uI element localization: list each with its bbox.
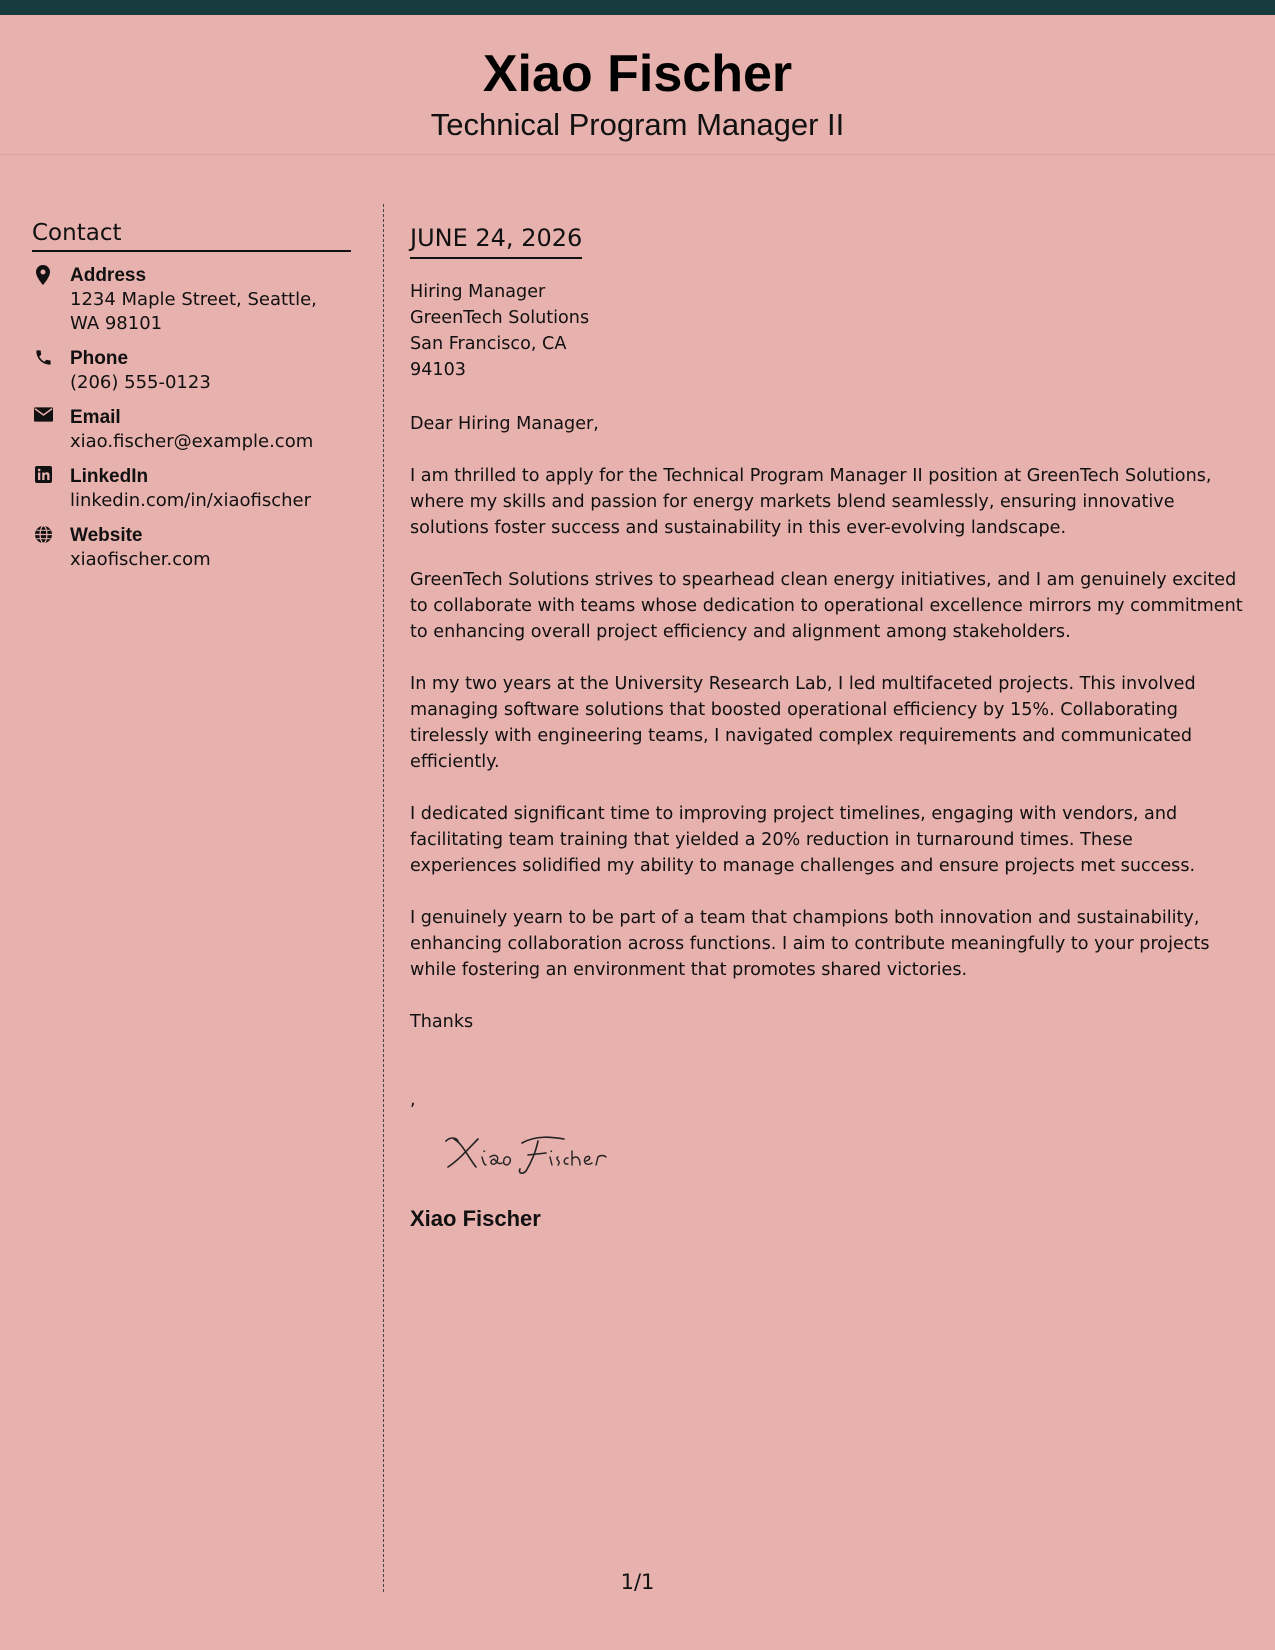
map-pin-icon <box>32 264 54 285</box>
contact-value: 1234 Maple Street, Seattle, WA 98101 <box>70 289 317 334</box>
contact-value: (206) 555-0123 <box>70 372 211 393</box>
recipient-line: San Francisco, CA <box>410 334 567 354</box>
letter-paragraph: I am thrilled to apply for the Technical Program Manager II position at GreenTech Solutions, where my skills and passion for energy markets blend seamlessly, ensuring innovative solutions foster success and sustainability in this ever-evolving landscape. <box>410 466 1212 538</box>
top-accent-bar <box>0 0 1275 15</box>
recipient-line: 94103 <box>410 360 466 380</box>
letter-paragraph: I dedicated significant time to improving project timelines, engaging with vendors, and facilitating team training that yielded a 20% reduction in turnaround times. These experiences solidified my ability to manage challenges and ensure projects met success. <box>410 804 1196 876</box>
recipient-block <box>410 279 1245 383</box>
phone-icon <box>32 347 54 368</box>
handwritten-signature <box>440 1127 1245 1185</box>
contact-item-linkedin <box>32 465 351 513</box>
signer-name: Xiao Fischer <box>410 1206 541 1231</box>
globe-icon <box>32 524 54 545</box>
contact-label: Address <box>70 265 147 286</box>
contact-item-phone <box>32 347 351 395</box>
letter-date: JUNE 24, 2026 <box>410 222 582 259</box>
contact-section-title: Contact <box>32 219 351 252</box>
contact-value: linkedin.com/in/xiaofischer <box>70 490 311 511</box>
contact-value: xiaofischer.com <box>70 549 211 570</box>
contact-value: xiao.fischer@example.com <box>70 431 314 452</box>
linkedin-icon <box>32 465 54 486</box>
letter-paragraph: In my two years at the University Research Lab, I led multifaceted projects. This involved managing software solutions that boosted operational efficiency by 15%. Collaborating tirelessly with engineering teams, I navigated complex requirements and communicated efficiently. <box>410 674 1196 772</box>
contact-sidebar <box>32 219 351 583</box>
column-divider <box>383 204 384 1592</box>
contact-item-email <box>32 406 351 454</box>
letter-body <box>410 222 1245 1233</box>
contact-item-address <box>32 264 351 336</box>
page-number: 1/1 <box>620 1570 655 1594</box>
closing-comma: , <box>410 1090 416 1110</box>
contact-label: LinkedIn <box>70 466 149 487</box>
envelope-icon <box>32 406 54 427</box>
recipient-line: Hiring Manager <box>410 282 546 302</box>
contact-label: Email <box>70 407 121 428</box>
letter-paragraph: GreenTech Solutions strives to spearhead clean energy initiatives, and I am genuinely excited to collaborate with teams whose dedication to operational excellence mirrors my commitment to enhancing overall project efficiency and alignment among stakeholders. <box>410 570 1243 642</box>
applicant-name: Xiao Fischer <box>482 45 793 103</box>
contact-item-website <box>32 524 351 572</box>
applicant-title: Technical Program Manager II <box>430 107 845 142</box>
letter-closing: Thanks <box>410 1012 474 1032</box>
letter-paragraph: I genuinely yearn to be part of a team that champions both innovation and sustainability, enhancing collaboration across functions. I aim to contribute meaningfully to your projects while fostering an environment that promotes shared victories. <box>410 908 1210 980</box>
contact-label: Phone <box>70 348 129 369</box>
resume-header <box>0 15 1275 155</box>
recipient-line: GreenTech Solutions <box>410 308 590 328</box>
letter-greeting: Dear Hiring Manager, <box>410 414 599 434</box>
contact-label: Website <box>70 525 143 546</box>
